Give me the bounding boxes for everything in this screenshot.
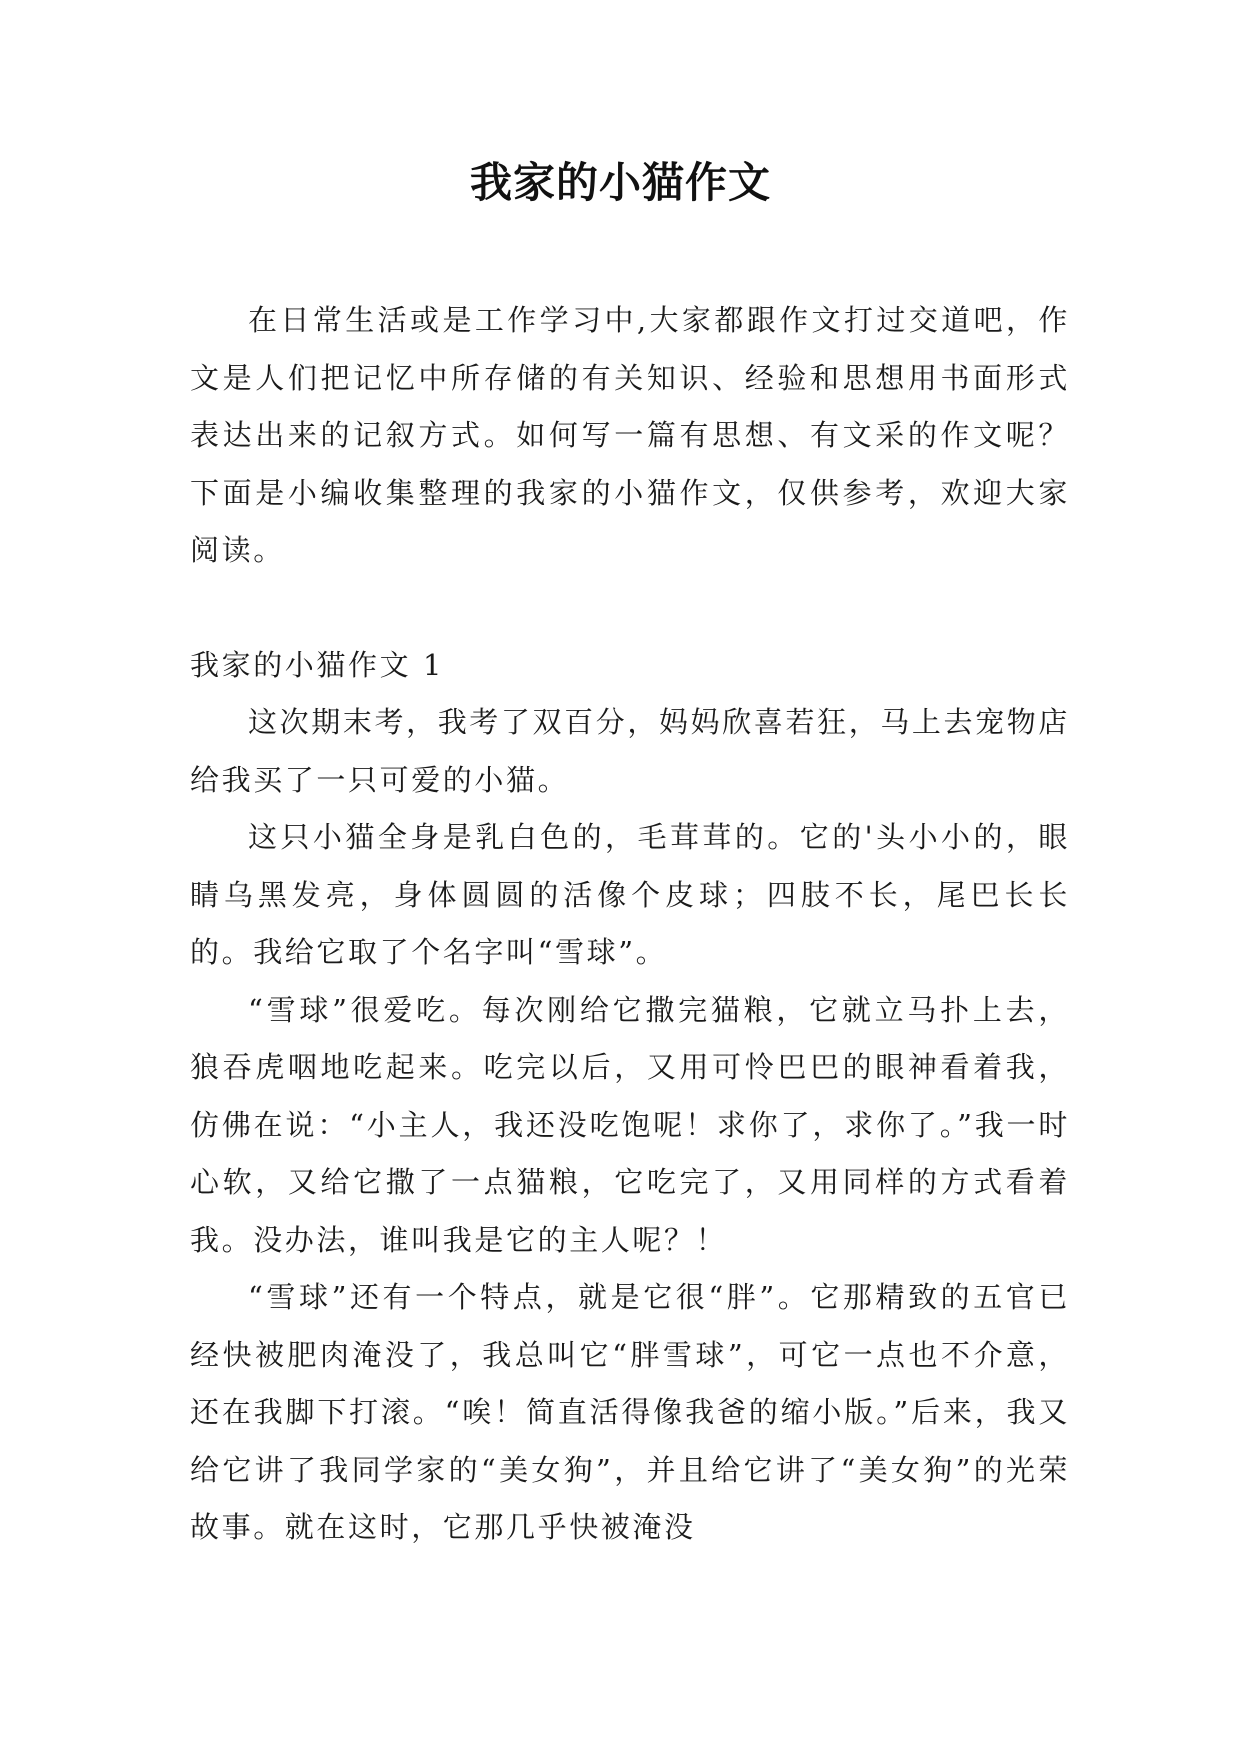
body-paragraph-1: 这次期末考，我考了双百分，妈妈欣喜若狂，马上去宠物店给我买了一只可爱的小猫。 — [190, 705, 1070, 797]
section-heading: 我家的小猫作文 1 — [190, 647, 445, 682]
body-paragraph-3: “雪球”很爱吃。每次刚给它撒完猫粮，它就立马扑上去，狼吞虎咽地吃起来。吃完以后，又用可怜巴巴的眼神看着我，仿佛在说：“小主人，我还没吃饱呢！求你了，求你了。”我一时心软，又给它撒了一点猫粮，它吃完了，又用同样的方式看着我。没办法，谁叫我是它的主人呢？！ — [190, 992, 1070, 1257]
intro-paragraph: 在日常生活或是工作学习中,大家都跟作文打过交道吧，作文是人们把记忆中所存储的有关知识、经验和思想用书面形式表达出来的记叙方式。如何写一篇有思想、有文采的作文呢？下面是小编收集整理的我家的小猫作文，仅供参考，欢迎大家阅读。 — [190, 303, 1070, 567]
body-paragraph-4: “雪球”还有一个特点，就是它很“胖”。它那精致的五官已经快被肥肉淹没了，我总叫它“胖雪球”，可它一点也不介意，还在我脚下打滚。“唉！简直活得像我爸的缩小版。”后来，我又给它讲了我同学家的“美女狗”，并且给它讲了“美女狗”的光荣故事。就在这时，它那几乎快被淹没 — [190, 1280, 1070, 1544]
body-paragraph-2: 这只小猫全身是乳白色的，毛茸茸的。它的'头小小的，眼睛乌黑发亮，身体圆圆的活像个皮球；四肢不长，尾巴长长的。我给它取了个名字叫“雪球”。 — [190, 820, 1070, 969]
page-title: 我家的小猫作文 — [469, 158, 771, 207]
document-body — [190, 292, 1070, 1557]
